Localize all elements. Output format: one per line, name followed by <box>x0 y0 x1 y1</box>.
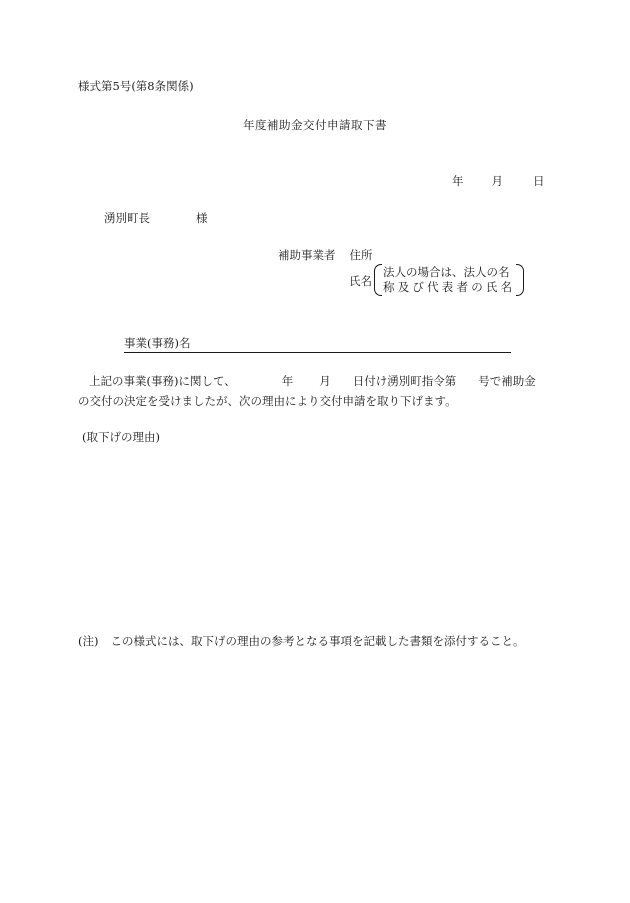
addressee <box>104 213 208 225</box>
addressee-honorific: 様 <box>196 211 208 225</box>
body-line-1 <box>89 376 536 388</box>
date-day: 日 <box>533 174 545 188</box>
body-text-b: 日付け湧別町指令第 <box>352 374 457 388</box>
note-label: (注) <box>78 634 99 648</box>
note-text: この様式には、取下げの理由の参考となる事項を記載した書類を添付すること。 <box>110 634 525 648</box>
date-line <box>452 176 545 188</box>
reason-heading: (取下げの理由) <box>82 430 160 444</box>
body-month: 月 <box>319 374 331 388</box>
addressee-name: 湧別町長 <box>104 211 150 225</box>
left-bracket <box>374 264 382 296</box>
footnote <box>78 636 524 648</box>
body-line-2: の交付の決定を受けましたが、次の理由により交付申請を取り下げます。 <box>78 394 457 408</box>
body-text-a: 上記の事業(事務)に関して、 <box>89 374 236 388</box>
document-title: 年度補助金交付申請取下書 <box>243 118 387 132</box>
corporate-note-line1: 法人の場合は、法人の名 <box>383 265 510 279</box>
date-month: 月 <box>491 174 503 188</box>
project-name-label: 事業(事務)名 <box>124 336 191 350</box>
form-number: 様式第5号(第8条関係) <box>78 79 194 93</box>
corporate-note-line2: 称及び代表者の氏名 <box>383 280 516 294</box>
body-year: 年 <box>281 374 294 388</box>
date-year: 年 <box>452 174 464 188</box>
body-text-c: 号で補助金 <box>478 374 536 388</box>
applicant-label: 補助事業者 <box>278 248 336 262</box>
corporate-note-bracket <box>374 264 524 296</box>
applicant-address-row <box>278 250 373 262</box>
address-label: 住所 <box>349 248 373 262</box>
project-name-field[interactable] <box>124 338 511 353</box>
name-label: 氏名 <box>349 274 372 288</box>
right-bracket <box>516 264 524 296</box>
